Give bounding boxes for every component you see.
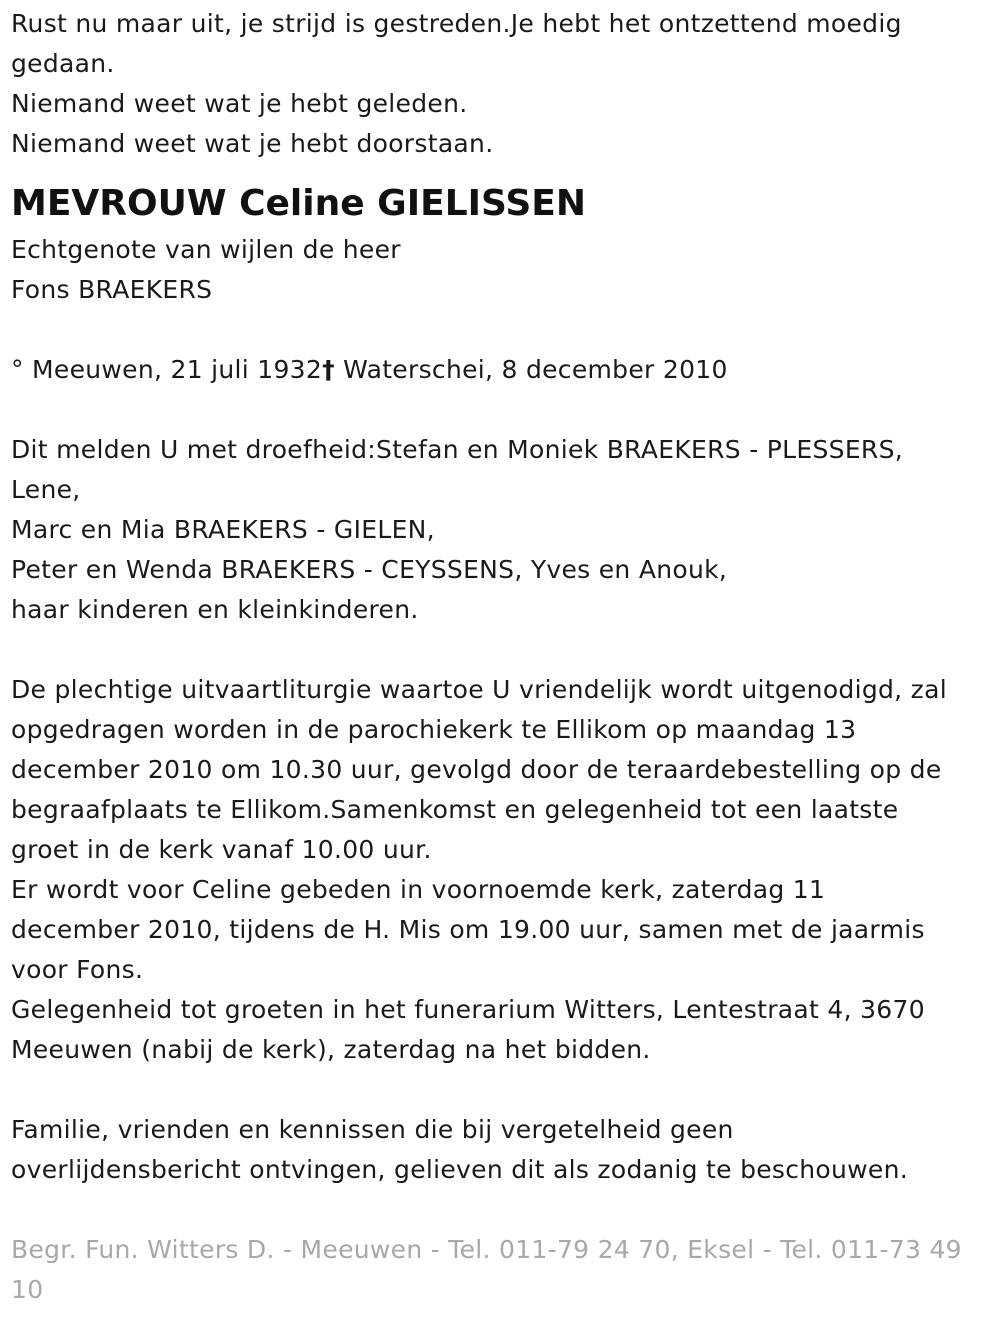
spacer <box>11 1190 993 1230</box>
family-line: Dit melden U met droefheid:Stefan en Moniek BRAEKERS - PLESSERS, <box>11 435 904 464</box>
funeral-line: december 2010 om 10.30 uur, gevolgd door de teraardebestelling op de <box>11 755 942 784</box>
footer-line: Begr. Fun. Witters D. - Meeuwen - Tel. 011-79 24 70, Eksel - Tel. 011-73 49 <box>11 1235 962 1264</box>
birth-date: ° Meeuwen, 21 juli 1932 <box>11 355 323 384</box>
poem-line: Niemand weet wat je hebt doorstaan. <box>11 129 494 158</box>
spouse-line: Echtgenote van wijlen de heer <box>11 235 401 264</box>
spouse-line: Fons BRAEKERS <box>11 275 213 304</box>
poem-line: Niemand weet wat je hebt geleden. <box>11 89 468 118</box>
family-line: haar kinderen en kleinkinderen. <box>11 595 419 624</box>
family-line: Marc en Mia BRAEKERS - GIELEN, <box>11 515 435 544</box>
funeral-line: groet in de kerk vanaf 10.00 uur. <box>11 835 432 864</box>
spacer <box>11 390 993 430</box>
death-date: Waterschei, 8 december 2010 <box>334 355 728 384</box>
funeral-line: december 2010, tijdens de H. Mis om 19.00 uur, samen met de jaarmis <box>11 915 925 944</box>
spacer <box>11 1070 993 1110</box>
funeral-home-footer <box>11 1230 993 1310</box>
funeral-line: Meeuwen (nabij de kerk), zaterdag na het bidden. <box>11 1035 651 1064</box>
spacer <box>11 310 993 350</box>
poem-line: gedaan. <box>11 49 115 78</box>
deceased-name: MEVROUW Celine GIELISSEN <box>11 183 586 224</box>
dates-line <box>11 350 993 390</box>
cross-icon: † <box>322 355 335 384</box>
funeral-block <box>11 670 993 1070</box>
funeral-line: opgedragen worden in de parochiekerk te Ellikom op maandag 13 <box>11 715 857 744</box>
notice-block <box>11 1110 993 1190</box>
notice-line: Familie, vrienden en kennissen die bij vergetelheid geen <box>11 1115 734 1144</box>
spacer <box>11 630 993 670</box>
funeral-line: De plechtige uitvaartliturgie waartoe U vriendelijk wordt uitgenodigd, zal <box>11 675 947 704</box>
obituary-notice <box>11 4 993 1310</box>
funeral-line: begraafplaats te Ellikom.Samenkomst en gelegenheid tot een laatste <box>11 795 899 824</box>
family-block <box>11 430 993 630</box>
poem-block <box>11 4 993 164</box>
spouse-block <box>11 230 993 310</box>
funeral-line: Gelegenheid tot groeten in het funerarium Witters, Lentestraat 4, 3670 <box>11 995 925 1024</box>
funeral-line: Er wordt voor Celine gebeden in voornoemde kerk, zaterdag 11 <box>11 875 826 904</box>
family-line: Lene, <box>11 475 81 504</box>
family-line: Peter en Wenda BRAEKERS - CEYSSENS, Yves en Anouk, <box>11 555 728 584</box>
funeral-line: voor Fons. <box>11 955 144 984</box>
poem-line: Rust nu maar uit, je strijd is gestreden.Je hebt het ontzettend moedig <box>11 9 902 38</box>
footer-line: 10 <box>11 1275 44 1304</box>
notice-line: overlijdensbericht ontvingen, gelieven dit als zodanig te beschouwen. <box>11 1155 908 1184</box>
